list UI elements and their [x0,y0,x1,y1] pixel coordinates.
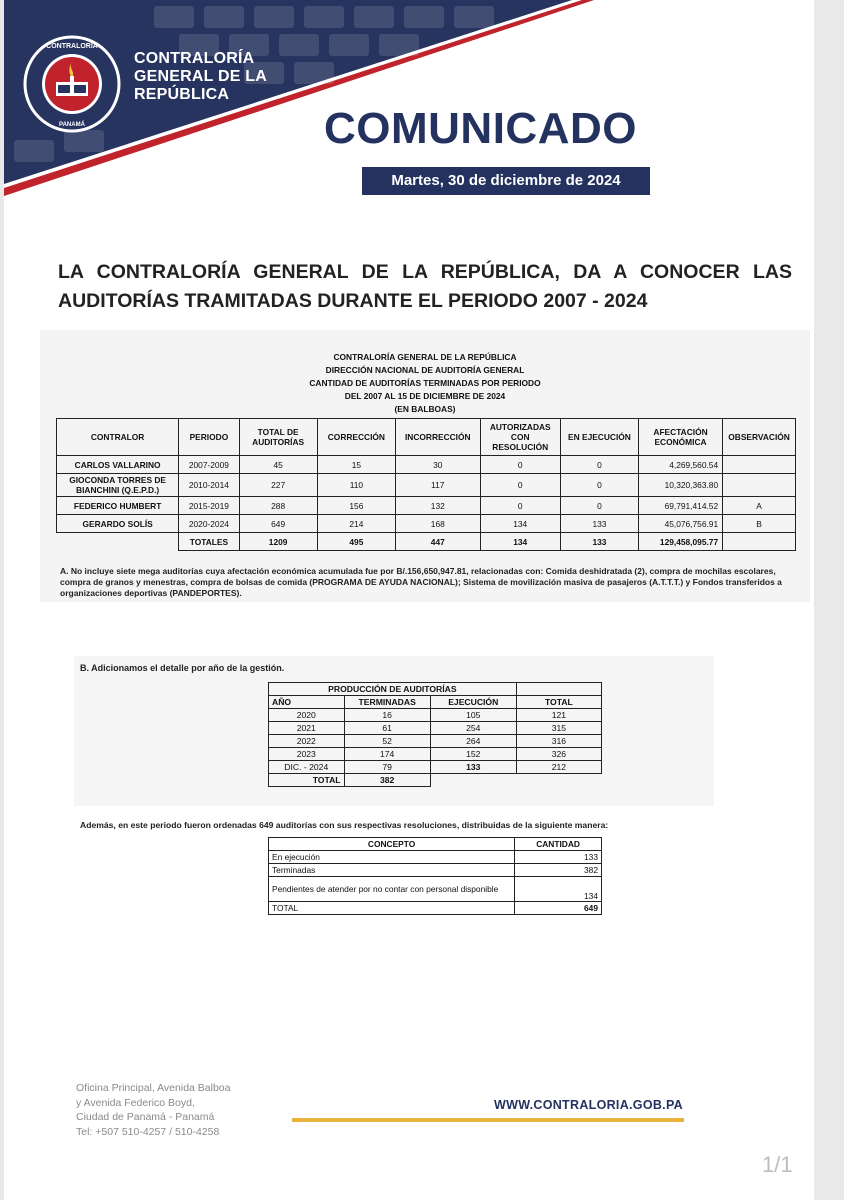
cell: 214 [317,515,395,533]
cell: 254 [430,722,516,735]
cell [516,683,601,696]
brand-line-1: CONTRALORÍA [134,50,255,67]
col-header: CANTIDAD [515,838,602,851]
cell: 2010-2014 [179,474,239,497]
cell: A [723,497,796,515]
yearly-production-table [268,682,602,787]
cell [57,533,179,551]
col-header: AÑO [269,696,345,709]
cell: 649 [515,902,602,915]
cell: 132 [396,497,480,515]
page-title: COMUNICADO [324,104,637,153]
cell: 2015-2019 [179,497,239,515]
col-header: EJECUCIÓN [430,696,516,709]
cell: 382 [344,774,430,787]
cell [723,474,796,497]
table-row [269,761,602,774]
cell: En ejecución [269,851,515,864]
totals-row [269,774,602,787]
cell: 134 [480,515,560,533]
table-row [269,735,602,748]
cell: 0 [560,497,638,515]
document-page [4,0,814,1200]
cell: 134 [480,533,560,551]
cell: 2021 [269,722,345,735]
cell: CARLOS VALLARINO [57,456,179,474]
footer-divider [292,1118,684,1122]
report-title-line-5: (EN BALBOAS) [394,404,456,414]
cell: DIC. - 2024 [269,761,345,774]
totals-row [269,902,602,915]
cell: TOTALES [179,533,239,551]
cell: 117 [396,474,480,497]
svg-text:CONTRALORÍA: CONTRALORÍA [46,43,98,50]
cell: 1209 [239,533,317,551]
cell: 2020 [269,709,345,722]
contraloria-seal-logo [22,34,122,134]
table-header-row [269,838,602,851]
cell: 0 [480,497,560,515]
page-indicator: 1/1 [762,1152,793,1177]
cell [723,533,796,551]
cell: 156 [317,497,395,515]
website-link[interactable]: WWW.CONTRALORIA.GOB.PA [494,1098,683,1112]
cell: Terminadas [269,864,515,877]
cell: 0 [480,456,560,474]
report-title-line-3: CANTIDAD DE AUDITORÍAS TERMINADAS POR PERIODO [309,378,541,388]
headline: LA CONTRALORÍA GENERAL DE LA REPÚBLICA, DA A CONOCER LAS AUDITORÍAS TRAMITADAS DURANTE EL PERIODO 2007 - 2024 [58,261,792,312]
cell: 16 [344,709,430,722]
cell [430,774,516,787]
date-banner: Martes, 30 de diciembre de 2024 [362,167,650,195]
cell: FEDERICO HUMBERT [57,497,179,515]
cell: 152 [430,748,516,761]
cell: 2023 [269,748,345,761]
cell: 15 [317,456,395,474]
svg-text:PANAMÁ: PANAMÁ [59,122,85,128]
col-header: TOTAL DE AUDITORÍAS [239,419,317,456]
cell: 227 [239,474,317,497]
cell: 2020-2024 [179,515,239,533]
brand-name [134,50,267,104]
cell: 10,320,363.80 [638,474,722,497]
table-row [269,877,602,902]
cell: 382 [515,864,602,877]
address-line: Tel: +507 510-4257 / 510-4258 [76,1125,220,1138]
col-header: CORRECCIÓN [317,419,395,456]
cell: 133 [515,851,602,864]
cell: 4,269,560.54 [638,456,722,474]
office-address [76,1081,231,1139]
table-row [57,497,796,515]
col-header: INCORRECCIÓN [396,419,480,456]
cell: B [723,515,796,533]
cell: Pendientes de atender por no contar con personal disponible [269,877,515,902]
col-header: PERIODO [179,419,239,456]
table-row [269,851,602,864]
cell: 495 [317,533,395,551]
brand-line-2: GENERAL DE LA [134,68,267,85]
cell: 174 [344,748,430,761]
address-line: y Avenida Federico Boyd, [76,1096,195,1109]
cell [723,456,796,474]
col-header: AFECTACIÓN ECONÓMICA [638,419,722,456]
cell: 69,791,414.52 [638,497,722,515]
audits-by-period-table [56,418,796,551]
cell: TOTAL [269,774,345,787]
col-header: EN EJECUCIÓN [560,419,638,456]
cell: 133 [430,761,516,774]
table-row [57,456,796,474]
note-a: A. No incluye siete mega auditorías cuya afectación económica acumulada fue por B/.156,650,947.81, relacionadas con: Comida deshidratada (2), compra de mochilas escolares, compra de granos y menestras, compra de bolsas de comida (PROGRAMA DE AYUDA NACIONAL); Sistema de movilización masiva de pasajeros (A.T.T.T.) y Fondos transferidos a organizaciones deportivas (PANDEPORTES). [60,566,782,598]
table-row [269,709,602,722]
cell: 52 [344,735,430,748]
table-group-header-row [269,683,602,696]
note-c: Además, en este periodo fueron ordenadas 649 auditorías con sus respectivas resoluciones, distribuidas de la siguiente manera: [80,820,609,830]
col-header: AUTORIZADAS CON RESOLUCIÓN [480,419,560,456]
cell: 288 [239,497,317,515]
cell: 45 [239,456,317,474]
cell: 79 [344,761,430,774]
cell: 212 [516,761,601,774]
cell: 61 [344,722,430,735]
cell: 0 [560,456,638,474]
report-title-line-4: DEL 2007 AL 15 DE DICIEMBRE DE 2024 [344,391,506,401]
cell: 134 [515,877,602,902]
cell: 0 [560,474,638,497]
cell: 326 [516,748,601,761]
cell [516,774,601,787]
cell: 133 [560,533,638,551]
address-line: Ciudad de Panamá - Panamá [76,1111,215,1123]
report-title-line-1: CONTRALORÍA GENERAL DE LA REPÚBLICA [333,352,517,362]
brand-line-3: REPÚBLICA [134,86,230,103]
resolutions-table [268,837,602,915]
note-b: B. Adicionamos el detalle por año de la gestión. [80,663,285,673]
cell: TOTAL [269,902,515,915]
cell: 2022 [269,735,345,748]
table-header-row [57,419,796,456]
address-line: Oficina Principal, Avenida Balboa [76,1082,231,1094]
cell: 105 [430,709,516,722]
table-row [57,515,796,533]
cell: GERARDO SOLÍS [57,515,179,533]
cell: 45,076,756.91 [638,515,722,533]
table-row [57,474,796,497]
group-header: PRODUCCIÓN DE AUDITORÍAS [269,683,517,696]
cell: 316 [516,735,601,748]
col-header: TERMINADAS [344,696,430,709]
cell: 649 [239,515,317,533]
col-header: CONTRALOR [57,419,179,456]
cell: 264 [430,735,516,748]
table-row [269,864,602,877]
cell: 168 [396,515,480,533]
cell: 133 [560,515,638,533]
totals-row [57,533,796,551]
cell: 121 [516,709,601,722]
table-row [269,748,602,761]
col-header: CONCEPTO [269,838,515,851]
cell: 447 [396,533,480,551]
cell: 315 [516,722,601,735]
cell: 129,458,095.77 [638,533,722,551]
col-header: TOTAL [516,696,601,709]
table-row [269,722,602,735]
cell: 2007-2009 [179,456,239,474]
cell: GIOCONDA TORRES DE BIANCHINI (Q.E.P.D.) [57,474,179,497]
cell: 0 [480,474,560,497]
report-title-line-2: DIRECCIÓN NACIONAL DE AUDITORÍA GENERAL [325,365,525,375]
cell: 110 [317,474,395,497]
col-header: OBSERVACIÓN [723,419,796,456]
table-header-row [269,696,602,709]
cell: 30 [396,456,480,474]
